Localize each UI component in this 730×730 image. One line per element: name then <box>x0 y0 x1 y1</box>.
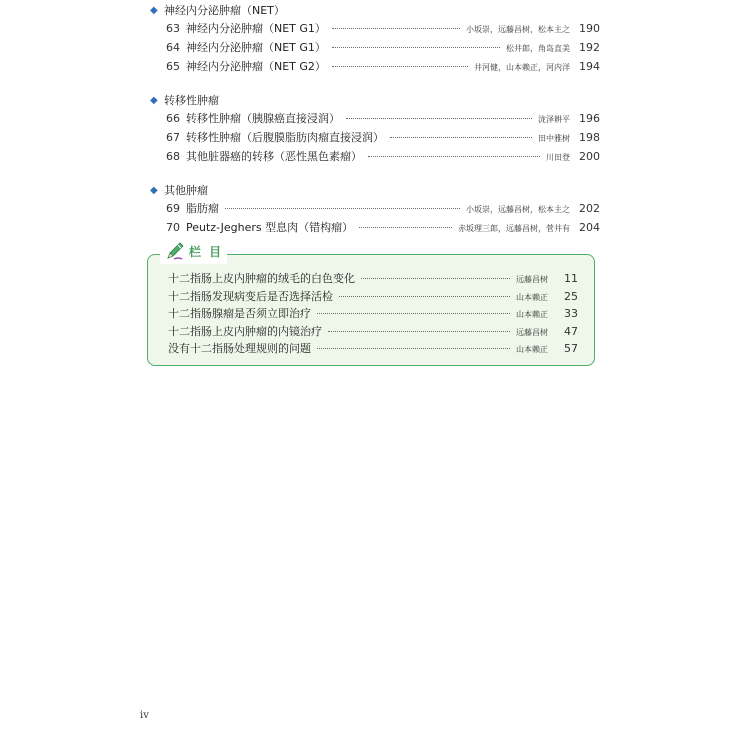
entry-number: 66 <box>166 112 180 125</box>
entry-authors: 井河健，山本赖正，河内洋 <box>474 63 570 72</box>
toc-section-metastatic <box>150 90 600 167</box>
entry-page: 25 <box>564 289 578 303</box>
entry-title: 转移性肿瘤（胰腺癌直接浸润） <box>186 112 340 125</box>
diamond-bullet-icon: ◆ <box>150 94 158 106</box>
entry-title: 十二指肠发现病变后是否选择活检 <box>168 289 333 303</box>
dot-leader <box>225 208 460 209</box>
toc-entry[interactable] <box>150 129 600 148</box>
entry-authors: 远藤昌树 <box>516 275 548 284</box>
pencil-icon <box>164 240 186 262</box>
entry-number: 65 <box>166 60 180 73</box>
entry-authors: 小坂崇，远藤昌树，松本主之 <box>466 25 570 34</box>
entry-title: 十二指肠上皮内肿瘤的绒毛的白色变化 <box>168 272 355 285</box>
toc-entry[interactable] <box>150 58 600 77</box>
entry-page: 192 <box>579 41 600 54</box>
column-heading <box>160 238 227 264</box>
dot-leader <box>339 296 510 297</box>
entry-authors: 松井郎，角岛直美 <box>506 44 570 53</box>
toc-entry[interactable] <box>150 20 600 39</box>
entry-authors: 山本赖正 <box>516 292 548 302</box>
entry-title: 神经内分泌肿瘤（NET G1） <box>186 22 326 35</box>
toc-section-net <box>150 0 600 77</box>
entry-number: 70 <box>166 221 180 234</box>
dot-leader <box>390 137 532 138</box>
entry-page: 198 <box>579 131 600 144</box>
entry-page: 11 <box>564 272 578 285</box>
section-heading-text: 转移性肿瘤 <box>164 94 219 107</box>
dot-leader <box>346 118 532 119</box>
dot-leader <box>332 66 468 67</box>
toc-entry[interactable] <box>150 39 600 58</box>
entry-authors: 赤坂理三郎，远藤昌树，菅井有 <box>458 224 570 233</box>
toc-entry[interactable] <box>150 219 600 238</box>
entry-page: 47 <box>564 324 578 338</box>
entry-page: 200 <box>579 150 600 163</box>
entry-authors: 田中雅树 <box>538 134 570 143</box>
dot-leader <box>317 313 510 314</box>
entry-page: 190 <box>579 22 600 35</box>
dot-leader <box>359 227 452 228</box>
entry-title: 神经内分泌肿瘤（NET G1） <box>186 41 326 54</box>
entry-page: 194 <box>579 60 600 73</box>
entry-page: 196 <box>579 112 600 125</box>
dot-leader <box>328 331 510 332</box>
entry-page: 204 <box>579 221 600 234</box>
entry-authors: 山本赖正 <box>516 345 548 354</box>
dot-leader <box>332 28 460 29</box>
column-entry[interactable] <box>168 340 578 358</box>
entry-authors: 泷泽耕平 <box>538 115 570 124</box>
section-heading-text: 神经内分泌肿瘤（NET） <box>164 4 285 17</box>
toc-entry[interactable] <box>150 148 600 167</box>
entry-authors: 川田登 <box>546 153 570 162</box>
entry-title: 十二指肠上皮内肿瘤的内镜治疗 <box>168 324 322 338</box>
column-entries <box>168 270 578 358</box>
entry-title: 转移性肿瘤（后腹膜脂肪肉瘤直接浸润） <box>186 131 384 144</box>
section-heading-text: 其他肿瘤 <box>164 184 208 197</box>
dot-leader <box>368 156 540 157</box>
entry-number: 63 <box>166 22 180 35</box>
column-entry[interactable] <box>168 270 578 288</box>
entry-page: 57 <box>564 342 578 355</box>
dot-leader <box>317 348 510 349</box>
entry-title: 其他脏器癌的转移（恶性黑色素瘤） <box>186 150 362 163</box>
entry-title: 十二指肠腺瘤是否须立即治疗 <box>168 307 311 320</box>
entry-page: 33 <box>564 307 578 320</box>
entry-number: 68 <box>166 150 180 163</box>
column-entry[interactable] <box>168 288 578 306</box>
section-heading <box>150 180 600 200</box>
dot-leader <box>361 278 510 279</box>
entry-number: 69 <box>166 202 180 215</box>
entry-title: 没有十二指肠处理规则的问题 <box>168 342 311 355</box>
entry-page: 202 <box>579 202 600 215</box>
toc-entry[interactable] <box>150 110 600 129</box>
column-heading-text: 栏 目 <box>189 244 224 259</box>
diamond-bullet-icon: ◆ <box>150 184 158 196</box>
section-heading <box>150 90 600 110</box>
entry-number: 67 <box>166 131 180 144</box>
diamond-bullet-icon: ◆ <box>150 4 158 16</box>
entry-title: 神经内分泌肿瘤（NET G2） <box>186 60 326 73</box>
column-entry[interactable] <box>168 323 578 341</box>
entry-title: Peutz-Jeghers 型息肉（错构瘤） <box>186 221 354 234</box>
toc-section-other <box>150 180 600 238</box>
dot-leader <box>332 47 500 48</box>
section-heading <box>150 0 600 20</box>
entry-authors: 山本赖正 <box>516 310 548 319</box>
table-of-contents <box>150 0 600 251</box>
entry-number: 64 <box>166 41 180 54</box>
toc-entry[interactable] <box>150 200 600 219</box>
column-entry[interactable] <box>168 305 578 323</box>
entry-authors: 远藤昌树 <box>516 327 548 337</box>
page-number: iv <box>140 710 149 721</box>
entry-title: 脂肪瘤 <box>186 202 219 215</box>
entry-authors: 小坂崇，远藤昌树，松本主之 <box>466 205 570 214</box>
